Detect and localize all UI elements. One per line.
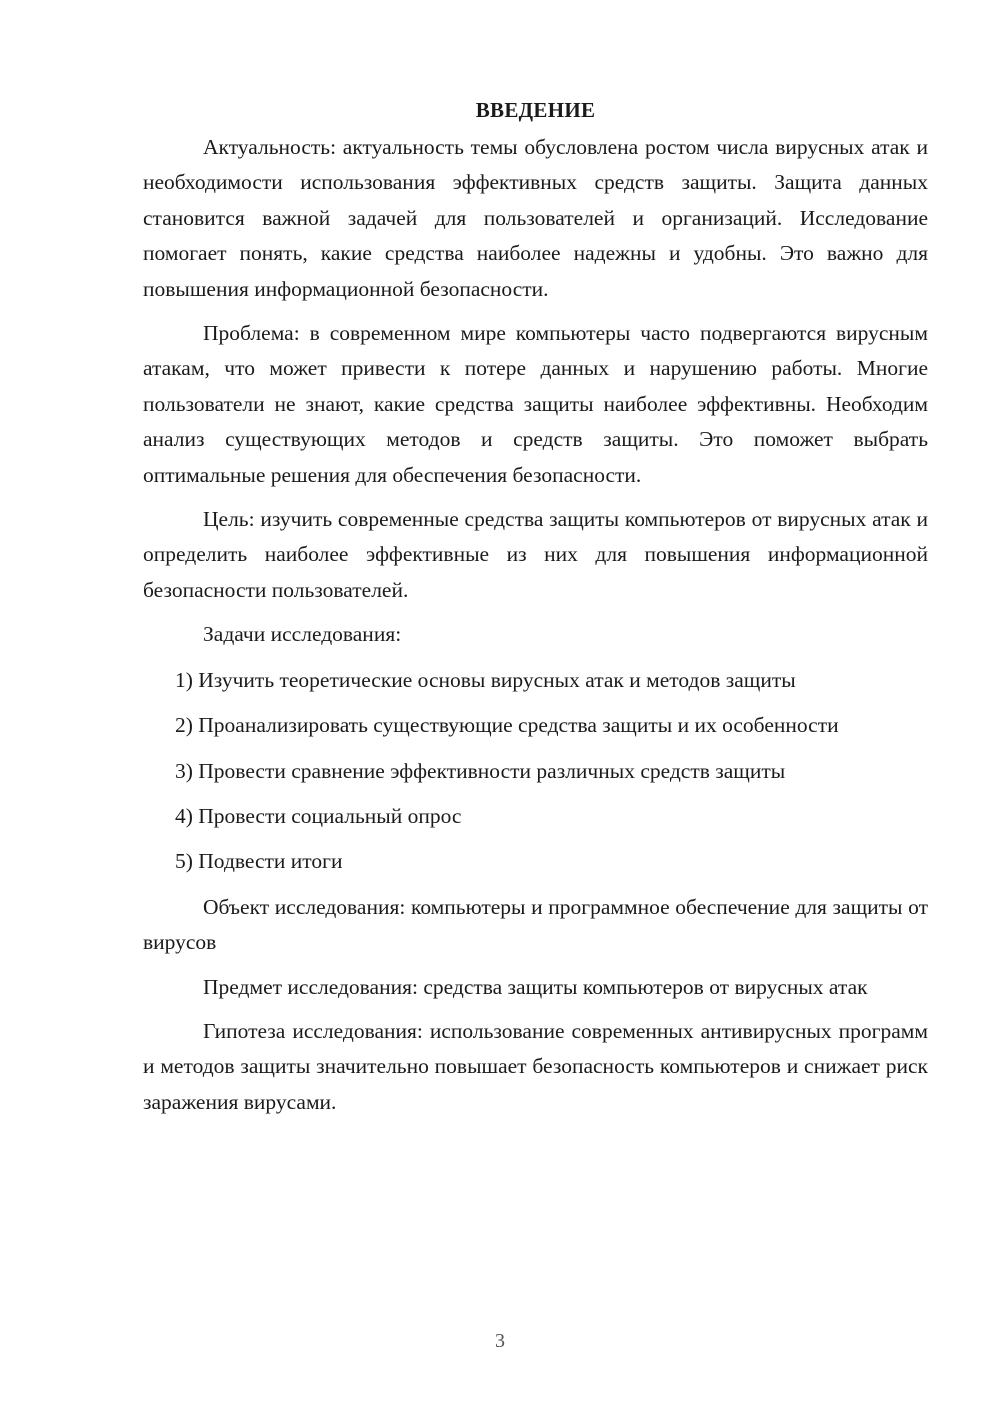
paragraph-hypothesis: Гипотеза исследования: использование современных антивирусных программ и методов защиты значительно повышает безопасность компьютеров и снижает риск заражения вирусами. <box>143 1018 928 1114</box>
list-item: 3) Провести сравнение эффективности различных средств защиты <box>175 758 786 783</box>
page-title: ВВЕДЕНИЕ <box>475 98 596 122</box>
tasks-heading: Задачи исследования: <box>203 622 402 647</box>
tasks-list <box>143 663 928 880</box>
list-item: 2) Проанализировать существующие средства защиты и их особенности <box>175 713 839 738</box>
paragraph-goal: Цель: изучить современные средства защиты компьютеров от вирусных атак и определить наиболее эффективные из них для повышения информационной безопасности пользователей. <box>143 507 928 602</box>
list-item: 1) Изучить теоретические основы вирусных атак и методов защиты <box>175 667 796 692</box>
page-number: 3 <box>495 1330 505 1352</box>
paragraph-subject: Предмет исследования: средства защиты компьютеров от вирусных атак <box>203 974 868 999</box>
paragraph-object: Объект исследования: компьютеры и программное обеспечение для защиты от вирусов <box>143 894 928 955</box>
paragraph-problem: Проблема: в современном мире компьютеры часто подвергаются вирусным атакам, что может привести к потере данных и нарушению работы. Многие пользователи не знают, какие средства защиты наиболее эффективны. Необходим анализ существующих методов и средств защиты. Это поможет выбрать оптимальные решения для обеспечения безопасности. <box>143 321 928 487</box>
paragraph-relevance: Актуальность: актуальность темы обусловлена ростом числа вирусных атак и необходимости использования эффективных средств защиты. Защита данных становится важной задачей для пользователей и организаций. Исследование помогает понять, какие средства наиболее надежны и удобны. Это важно для повышения информационной безопасности. <box>143 135 928 301</box>
list-item: 5) Подвести итоги <box>175 849 343 874</box>
list-item: 4) Провести социальный опрос <box>175 803 462 828</box>
document-page <box>143 93 928 1129</box>
